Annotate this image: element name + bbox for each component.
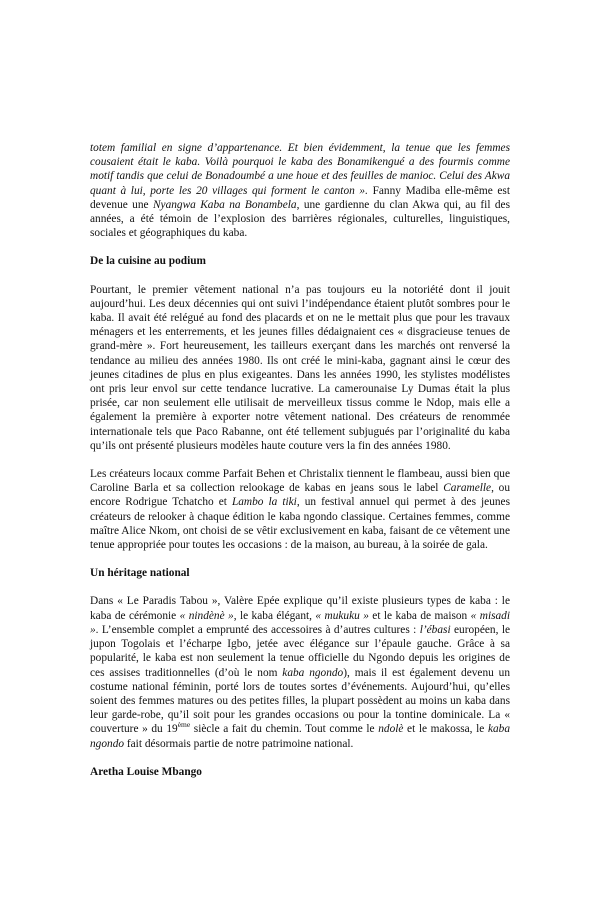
- section-heading-cuisine: De la cuisine au podium: [90, 255, 206, 268]
- author-signature: Aretha Louise Mbango: [90, 765, 202, 778]
- festival-name: Lambo la tiki: [231, 496, 297, 509]
- paragraph-cuisine-2: Les créateurs locaux comme Parfait Behen et Christalix tiennent le flambeau, aussi bien que Caroline Barla et sa collection relookage de kabas en jeans sous le label Caramelle, ou encore Rodrigue Tchatcho et Lambo la tiki, un festival annuel qui permet à des jeunes créateurs de relooker à chaque édition le kaba ngondo classique. Certaines femmes, comme maître Alice Nkom, ont choisi de se vêtir exclusivement en kaba, faisant de ce vêtement une tenue appropriée pour toutes les occasions : de la maison, au bureau, à la soirée de gala.: [90, 468, 511, 552]
- paragraph-cuisine-1: Pourtant, le premier vêtement national n’a pas toujours eu la notoriété dont il jouit aujourd’hui. Les deux décennies qui ont suivi l’indépendance étaient plutôt sombres pour le kaba. Il avait été relégué au fond des placards et on ne le mettait plus que pour les travaux ménagers et les enterrements, et les jeunes filles dédaignaient ces « disgracieuse tenues de grand-mère ». Fort heureusement, les tailleurs exerçant dans les marchés ont renversé la tendance au milieu des années 1980. Ils ont créé le mini-kaba, gagnant ainsi le cœur des jeunes citadines de plus en plus exigeantes. Dans les années 1990, les stylistes modélistes ont pris leur envol sur cette tendance lucrative. La camerounaise Ly Dumas était la plus prisée, car non seulement elle utilisait de merveilleux tissus comme le Ndop, mais elle a également la première à exporter notre vêtement national. Des créateurs de renommée internationale tels que Paco Rabanne, ont été tellement subjugués par l’originalité du kaba qu’ils ont présenté plusieurs modèles haute couture vers la fin des années 1980.: [90, 283, 510, 452]
- body-text: Fanny Madiba elle-même est devenue une: [90, 184, 510, 211]
- label-name: Caramelle: [443, 482, 492, 495]
- intro-paragraph: [90, 141, 510, 240]
- quote-text: totem familial en signe d’appartenance. Et bien évidemment, la tenue que les femmes cousaient était le kaba. Voilà pourquoi le kaba des Bonamikengué a des fourmis comme motif tandis que celui de Bonadoumbé a une houe et des feuilles de manioc. Celui des Akwa quant à lui, porte les 20 villages qui forment le canton ».: [90, 142, 510, 197]
- section-heading-heritage: Un héritage national: [90, 567, 190, 580]
- paragraph-heritage: Dans « Le Paradis Tabou », Valère Epée explique qu’il existe plusieurs types de kaba : le kaba de cérémonie « nindènè », le kaba élégant, « mukuku » et le kaba de maison « misadi ». L’ensemble complet a emprunté des accessoires à d’autres cultures : l’ébasi européen, le jupon Togolais et l’écharpe Igbo, jetée avec élégance sur l’épaule gauche. Grâce à sa popularité, le kaba est non seulement la tenue officielle du Ngondo depuis les origines de ces assises traditionnelles (d’où le nom kaba ngondo), mais il est également devenu un costume national féminin, porté lors de toutes sortes d’événements. Aujourd’hui, qu’elles soient des femmes matures ou des petites filles, la plupart possèdent au moins un kaba dans leur garde-robe, qu’il soit pour les grandes occasions ou pour la tontine dominicale. La « couverture » du 19ème siècle a fait du chemin. Tout comme le ndolè et le makossa, le kaba ngondo fait désormais partie de notre patrimoine national.: [90, 595, 511, 750]
- title-text: Nyangwa Kaba na Bonambela: [152, 198, 297, 211]
- text-column: [90, 141, 510, 779]
- body-text: , une gardienne du clan Akwa qui, au fil des années, a été témoin de l’explosion des barrières régionales, culturelles, linguistiques, sociales et géographiques du kaba.: [90, 198, 510, 240]
